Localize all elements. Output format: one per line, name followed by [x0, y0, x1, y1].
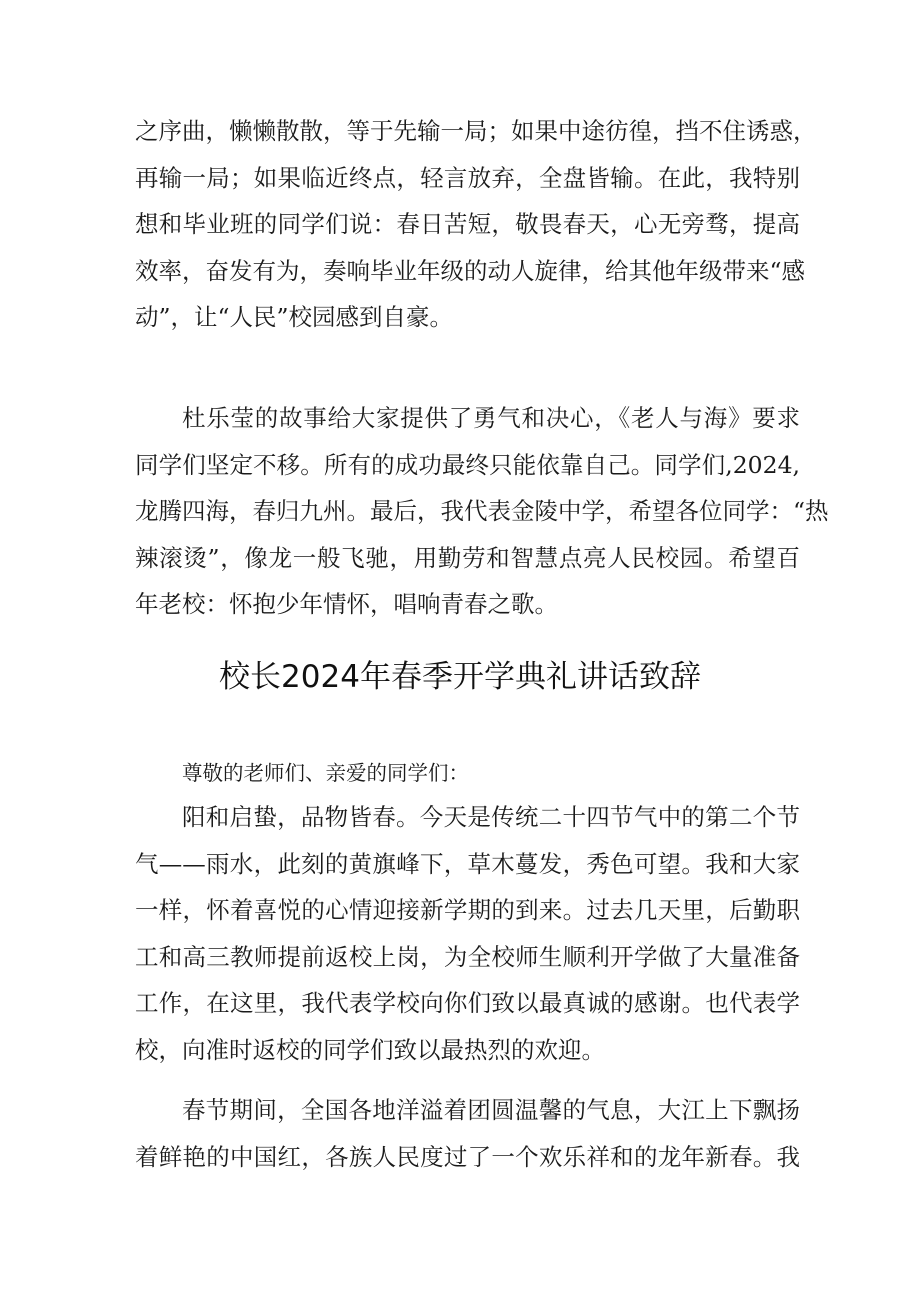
continuation-paragraph [135, 108, 817, 341]
text-line: 工和高三教师提前返校上岗，为全校师生顺利开学做了大量准备 [135, 942, 800, 971]
text-line: 阳和启蛰，品物皆春。今天是传统二十四节气中的第二个节 [182, 803, 800, 831]
text-line: 动”，让“人民”校园感到自豪。 [135, 303, 454, 331]
text-line: 工作，在这里，我代表学校向你们致以最真诚的感谢。也代表学 [135, 989, 800, 1017]
text-line: 之序曲，懒懒散散，等于先输一局；如果中途彷徨，挡不住诱惑， [135, 117, 817, 145]
text-line: 气——雨水，此刻的黄旗峰下，草木蔓发，秀色可望。我和大家 [135, 849, 800, 878]
text-line: 年老校：怀抱少年情怀，唱响青春之歌。 [135, 590, 558, 618]
text-line: 效率，奋发有为，奏响毕业年级的动人旋律，给其他年级带来“感 [135, 256, 806, 285]
spring-festival-paragraph [135, 1087, 800, 1180]
text-line: 同学们坚定不移。所有的成功最终只能依靠自己。同学们,2024, [135, 450, 800, 479]
opening-paragraph [135, 794, 800, 1073]
salutation: 尊敬的老师们、亲爱的同学们： [182, 761, 469, 785]
text-line: 辣滚烫”，像龙一般飞驰，用勤劳和智慧点亮人民校园。希望百 [135, 543, 800, 572]
text-line: 着鲜艳的中国红，各族人民度过了一个欢乐祥和的龙年新春。我 [135, 1142, 800, 1171]
speech-title: 校长2024年春季开学典礼讲话致辞 [219, 659, 701, 695]
text-line: 再输一局；如果临近终点，轻言放弃，全盘皆输。在此，我特别 [135, 163, 800, 192]
text-line: 校，向准时返校的同学们致以最热烈的欢迎。 [135, 1035, 605, 1064]
text-line: 龙腾四海，春归九州。最后，我代表金陵中学，希望各位同学：“热 [135, 497, 829, 525]
closing-paragraph [135, 395, 829, 628]
text-line: 想和毕业班的同学们说：春日苦短，敬畏春天，心无旁骛，提高 [135, 210, 800, 238]
text-line: 一样，怀着喜悦的心情迎接新学期的到来。过去几天里，后勤职 [135, 896, 800, 924]
text-line: 杜乐莹的故事给大家提供了勇气和决心，《老人与海》要求 [182, 404, 800, 432]
text-line: 春节期间，全国各地洋溢着团圆温馨的气息，大江上下飘扬 [182, 1096, 800, 1124]
